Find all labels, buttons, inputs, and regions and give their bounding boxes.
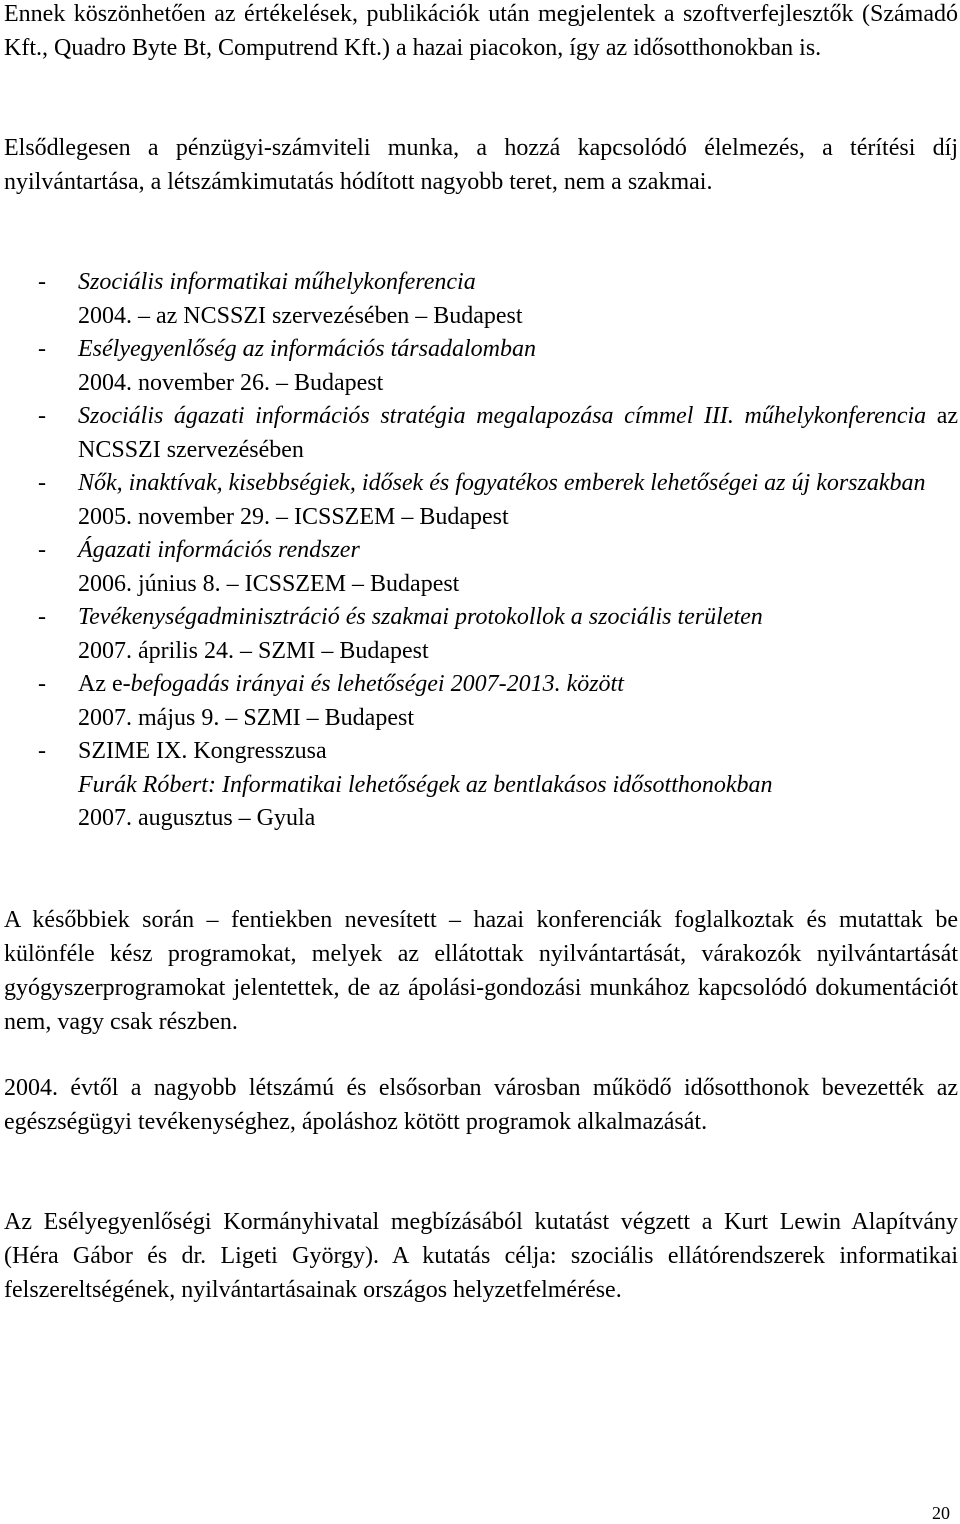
conference-organizer: az NCSSZI szervezésében	[78, 403, 959, 463]
conference-title: Ágazati információs rendszer	[78, 537, 360, 563]
conference-title: befogadás irányai és lehetőségei 2007-2013. között	[130, 671, 624, 697]
conference-details: 2005. november 29. – ICSSZEM – Budapest	[78, 503, 509, 530]
conference-details: 2004. – az NCSSZI szervezésében – Budapest	[78, 302, 523, 329]
conference-details: 2007. augusztus – Gyula	[78, 805, 316, 831]
conference-item	[4, 668, 958, 735]
conference-item	[4, 735, 958, 836]
accounting-paragraph: Elsődlegesen a pénzügyi-számviteli munka, a hozzá kapcsolódó élelmezés, a térítési díj nyilvántartása, a létszámkimutatás hódított nagyobb teret, nem a szakmai.	[4, 135, 958, 195]
list-dash: -	[38, 537, 46, 563]
conference-details: 2007. április 24. – SZMI – Budapest	[78, 637, 429, 664]
research-paragraph: Az Esélyegyenlőségi Kormányhivatal megbízásából kutatást végzett a Kurt Lewin Alapítvány (Héra Gábor és dr. Ligeti György). A kutatás célja: szociális ellátórendszerek informatikai felszereltségének, nyilvántartásainak országos helyzetfelmérése.	[4, 1209, 958, 1303]
conference-item	[4, 333, 958, 400]
conference-item	[4, 400, 958, 467]
conference-title-prefix: Az e-	[78, 671, 131, 697]
intro-paragraph: Ennek köszönhetően az értékelések, publikációk után megjelentek a szoftverfejlesztők (Számadó Kft., Quadro Byte Bt, Computrend Kft.) a hazai piacokon, így az idősotthonokban is.	[4, 1, 958, 61]
conference-list	[4, 266, 958, 836]
conference-item	[4, 266, 958, 333]
list-dash: -	[38, 403, 46, 429]
conference-title-with-organizer	[78, 400, 958, 467]
page-number: 20	[932, 1503, 950, 1523]
list-dash: -	[38, 604, 46, 630]
conference-item	[4, 601, 958, 668]
healthcare-programs-paragraph: 2004. évtől a nagyobb létszámú és elsősorban városban működő idősotthonok bevezették az egészségügyi tevékenységhez, ápoláshoz kötött programok alkalmazását.	[4, 1075, 958, 1135]
list-dash: -	[38, 269, 46, 295]
conference-title: SZIME IX. Kongresszusa	[78, 738, 327, 764]
conference-title: Tevékenységadminisztráció és szakmai protokollok a szociális területen	[78, 604, 763, 630]
conference-details: 2004. november 26. – Budapest	[78, 369, 384, 396]
conference-details: 2006. június 8. – ICSSZEM – Budapest	[78, 570, 460, 597]
conference-item	[4, 467, 958, 534]
later-conferences-paragraph: A későbbiek során – fentiekben nevesített – hazai konferenciák foglalkoztak és mutattak be különféle kész programokat, melyek az ellátottak nyilvántartását, várakozók nyilvántartását gyógyszerprogramokat jelentettek, de az ápolási-gondozási munkához kapcsolódó dokumentációt nem, vagy csak részben.	[4, 907, 958, 1035]
conference-title: Szociális ágazati információs stratégia megalapozása címmel III. műhelykonferencia	[78, 403, 927, 429]
conference-lecture: Furák Róbert: Informatikai lehetőségek az bentlakásos idősotthonokban	[78, 771, 773, 798]
conference-title-line	[78, 668, 958, 702]
list-dash: -	[38, 336, 46, 362]
conference-details: 2007. május 9. – SZMI – Budapest	[78, 704, 414, 731]
conference-title: Nők, inaktívak, kisebbségiek, idősek és fogyatékos emberek lehetőségei az új korszakban	[78, 470, 926, 496]
list-dash: -	[38, 470, 46, 496]
conference-title: Esélyegyenlőség az információs társadalomban	[78, 336, 536, 362]
conference-item	[4, 534, 958, 601]
list-dash: -	[38, 738, 46, 764]
conference-title: Szociális informatikai műhelykonferencia	[78, 269, 476, 295]
list-dash: -	[38, 671, 46, 697]
